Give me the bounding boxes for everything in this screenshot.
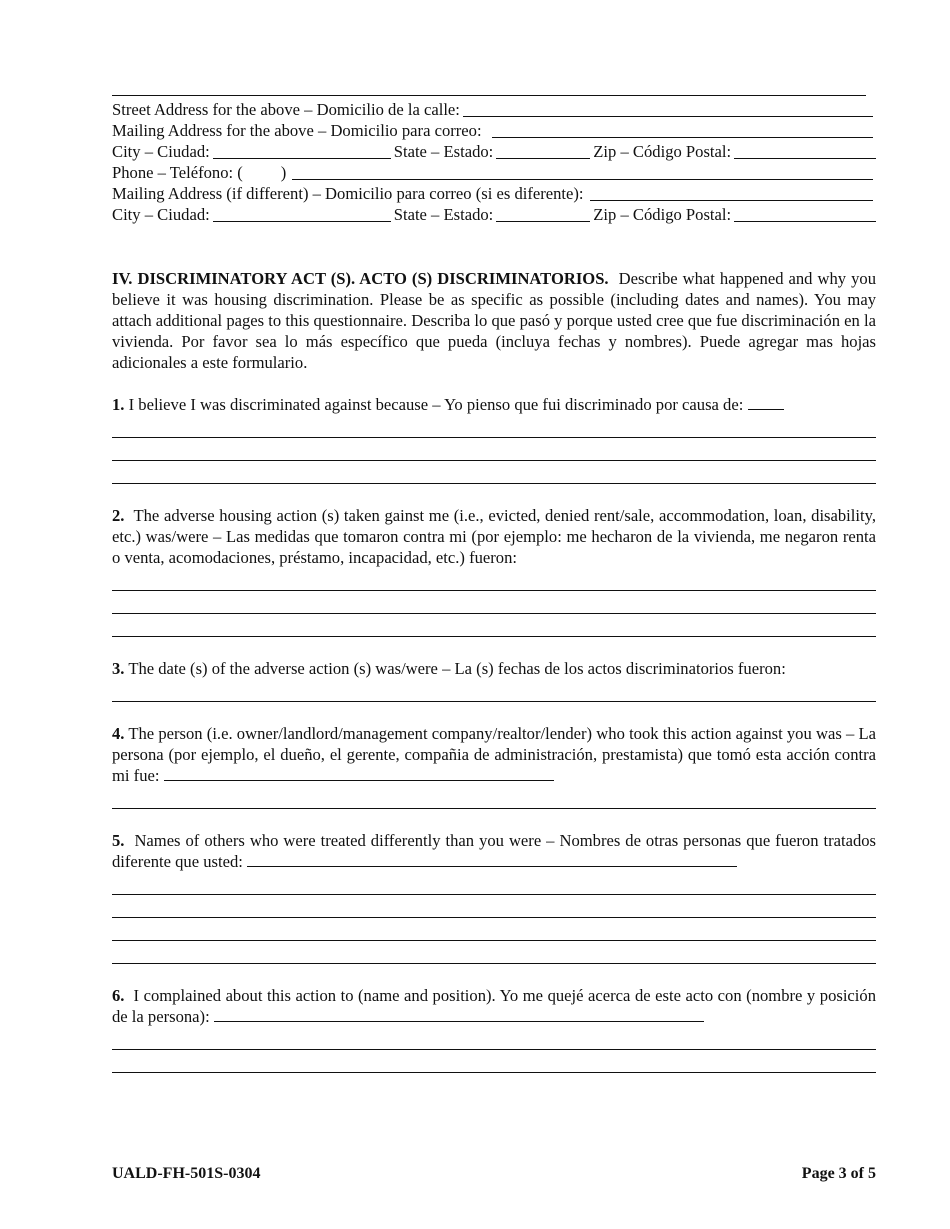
question-3-text: The date (s) of the adverse action (s) was/were – La (s) fechas de los actos discriminatorios fueron: [128, 659, 786, 678]
state-label-2: State – Estado: [393, 205, 494, 224]
question-2-line-3[interactable] [112, 614, 876, 637]
question-6 [112, 985, 876, 1027]
question-5-text: Names of others who were treated differently than you were – Nombres de otras personas que fueron tratados diferente que usted: [112, 831, 877, 871]
section-heading: IV. DISCRIMINATORY ACT (S). ACTO (S) DISCRIMINATORIOS. [112, 269, 609, 288]
question-6-number: 6. [112, 986, 125, 1005]
question-5-line-2[interactable] [112, 895, 876, 918]
mailing-address-row [112, 120, 876, 141]
city-field-2[interactable] [213, 205, 391, 222]
zip-label-2: Zip – Código Postal: [593, 205, 732, 224]
phone-row [112, 162, 876, 183]
question-2-line-1[interactable] [112, 568, 876, 591]
question-2 [112, 505, 876, 568]
phone-field[interactable] [292, 163, 873, 180]
question-5-line-3[interactable] [112, 918, 876, 941]
city-state-zip-row [112, 141, 876, 162]
zip-label: Zip – Código Postal: [593, 142, 732, 161]
question-4-inline-field[interactable] [164, 765, 554, 781]
city-state-zip-row-2 [112, 204, 876, 225]
zip-field[interactable] [734, 142, 876, 159]
question-5-number: 5. [112, 831, 125, 850]
name-line[interactable] [112, 78, 876, 99]
question-1-number: 1. [112, 395, 125, 414]
question-4-line-1[interactable] [112, 786, 876, 809]
page-footer [112, 1163, 876, 1184]
state-label: State – Estado: [393, 142, 494, 161]
section-description: Describe what happened and why you believe it was housing discrimination. Please be as specific as possible (including dates and names). You may attach additional pages to this questionnaire. Describa lo que pasó y porque usted cree que fue discriminación en la vivienda. Por favor sea lo más específico que pueda (incluya fechas y nombres). Puede agregar mas hojas adicionales a este formulario. [112, 269, 876, 372]
city-label-2: City – Ciudad: [112, 205, 210, 224]
mailing-diff-label: Mailing Address (if different) – Domicilio para correo (si es diferente): [112, 184, 584, 203]
question-1-text: I believe I was discriminated against because – Yo pienso que fui discriminado por causa de: [128, 395, 744, 414]
form-id: UALD-FH-501S-0304 [112, 1165, 261, 1182]
mailing-diff-row [112, 183, 876, 204]
question-1-line-2[interactable] [112, 438, 876, 461]
section-iv-intro [112, 268, 876, 373]
question-6-text: I complained about this action to (name and position). Yo me quejé acerca de este acto con (nombre y posición de la persona): [112, 986, 877, 1026]
street-address-row [112, 99, 876, 120]
question-2-line-2[interactable] [112, 591, 876, 614]
question-2-number: 2. [112, 506, 125, 525]
question-1-line-1[interactable] [112, 415, 876, 438]
zip-field-2[interactable] [734, 205, 876, 222]
form-page [112, 78, 876, 1073]
mailing-address-field[interactable] [492, 121, 873, 138]
question-5-line-1[interactable] [112, 872, 876, 895]
question-4-number: 4. [112, 724, 125, 743]
question-2-text: The adverse housing action (s) taken gainst me (i.e., evicted, denied rent/sale, accommodation, loan, disability, etc.) was/were – Las medidas que tomaron contra mi (por ejemplo: me hecharon de la vivienda, me negaron renta o venta, acomodaciones, préstamo, incapacidad, etc.) fueron: [112, 506, 876, 567]
mailing-address-label: Mailing Address for the above – Domicilio para correo: [112, 121, 482, 140]
city-label: City – Ciudad: [112, 142, 210, 161]
question-5-inline-field[interactable] [247, 851, 737, 867]
street-address-field[interactable] [463, 100, 873, 117]
question-3 [112, 658, 876, 679]
city-field[interactable] [213, 142, 391, 159]
question-5 [112, 830, 876, 872]
question-1 [112, 394, 876, 415]
question-6-line-1[interactable] [112, 1027, 876, 1050]
phone-label: Phone – Teléfono: ( [112, 163, 243, 182]
question-4 [112, 723, 876, 786]
street-address-label: Street Address for the above – Domicilio de la calle: [112, 100, 460, 119]
page-number: Page 3 of 5 [801, 1165, 876, 1182]
question-1-inline-field[interactable] [748, 394, 784, 410]
question-5-line-4[interactable] [112, 941, 876, 964]
question-4-text: The person (i.e. owner/landlord/management company/realtor/lender) who took this action against you was – La persona (por ejemplo, el dueño, el gerente, compañia de administración, prestamista) que tomó esta acción contra mi fue: [112, 724, 876, 785]
state-field[interactable] [496, 142, 590, 159]
question-6-line-2[interactable] [112, 1050, 876, 1073]
question-6-inline-field[interactable] [214, 1006, 704, 1022]
question-3-line-1[interactable] [112, 679, 876, 702]
mailing-diff-field[interactable] [590, 184, 873, 201]
question-1-line-3[interactable] [112, 461, 876, 484]
state-field-2[interactable] [496, 205, 590, 222]
phone-close-paren: ) [280, 163, 287, 182]
question-3-number: 3. [112, 659, 125, 678]
